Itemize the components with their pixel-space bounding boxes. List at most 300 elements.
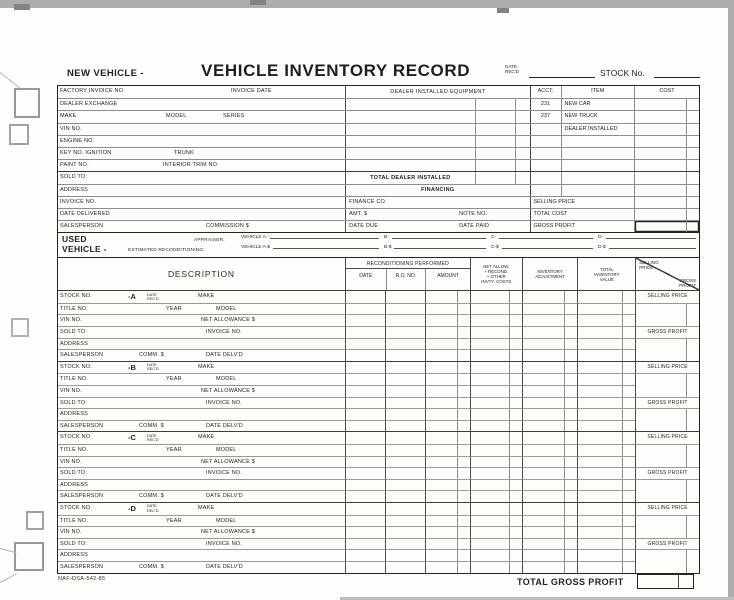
field-label-salesperson: SALESPERSON: [60, 493, 104, 500]
field-label-salesperson: SALESPERSON: [60, 422, 104, 429]
amount-cell: [425, 490, 470, 502]
financing-header: FINANCING: [421, 187, 455, 193]
cents-divider: [457, 291, 458, 303]
cents-divider: [457, 503, 458, 515]
reconditioning-subheaders: [346, 269, 470, 291]
cents-divider: [457, 550, 458, 561]
total-inventory-value-cell: [577, 291, 635, 303]
gross-profit-header-label: [679, 278, 696, 288]
gross-profit-value-cell: [635, 561, 699, 573]
table-row: [58, 385, 699, 397]
inventory-adjustment-cell: [522, 420, 578, 432]
cents-divider: [457, 480, 458, 491]
appraiser-field-b: [384, 235, 486, 240]
selling-price-value-cell: [635, 303, 699, 315]
header-line: + OTHER: [486, 274, 506, 280]
table-row: [58, 110, 699, 122]
cents-divider: [564, 327, 565, 338]
total-dealer-installed-label: TOTAL DEALER INSTALLED: [370, 174, 451, 181]
row-mid: [345, 185, 529, 196]
field-label-vin-no: VIN NO.: [60, 125, 82, 132]
field-label-sold-to: SOLD TO:: [60, 329, 88, 336]
inventory-adjustment-cell: [522, 490, 578, 502]
cents-divider: [686, 561, 687, 573]
total-inventory-value-cell: [577, 549, 635, 561]
ro-no-cell: [385, 538, 425, 550]
description-cell: [58, 338, 345, 350]
gross-profit-label: GROSS PROFIT: [533, 223, 576, 230]
cents-divider: [686, 480, 687, 491]
equipment-header: DEALER INSTALLED EQUIPMENT: [390, 88, 486, 95]
amount-cell: [425, 408, 470, 420]
acct-header: ACCT.: [537, 88, 554, 94]
field-label-model: MODEL: [216, 376, 237, 383]
cents-divider: [457, 491, 458, 502]
appraiser-field-a: [241, 235, 379, 240]
ro-no-cell: [385, 385, 425, 397]
ro-no-cell: [385, 561, 425, 573]
reconditioning-header-group: [345, 258, 470, 290]
cents-divider: [686, 304, 687, 315]
table-row: [58, 326, 699, 338]
amount-cell: [425, 362, 470, 374]
item-value: [561, 136, 634, 147]
cents-divider: [509, 386, 510, 397]
gross-profit-value-cell: [635, 408, 699, 420]
used-vehicle-table: [57, 257, 700, 573]
gross-profit-value-cell: [635, 420, 699, 432]
row-right: [530, 185, 699, 196]
vehicle-section: [58, 431, 699, 502]
cents-divider: [564, 562, 565, 573]
section-letter: -C: [128, 433, 136, 443]
cents-divider: [622, 398, 623, 409]
cents-divider: [686, 160, 687, 171]
header-line: INVENTORY: [537, 269, 563, 275]
total-inventory-value-cell: [577, 362, 635, 374]
cents-divider: [686, 456, 687, 468]
date-cell: [345, 385, 385, 397]
field-label-make: MAKE: [198, 504, 215, 511]
total-inventory-value-cell: [577, 432, 635, 444]
cents-divider: [457, 339, 458, 350]
new-vehicle-table: [57, 85, 700, 233]
total-inventory-value-cell: [577, 408, 635, 420]
row-right: [530, 160, 699, 171]
scan-smudge: [497, 8, 509, 13]
field-label-vin-no: VIN NO.: [60, 388, 82, 394]
acct-value: [531, 148, 561, 159]
cents-divider: [509, 516, 510, 527]
ro-no-cell: [385, 444, 425, 456]
selling-price-label: SELLING PRICE: [533, 198, 576, 205]
cents-divider: [457, 398, 458, 409]
inventory-adjustment-cell: [522, 326, 578, 338]
field-label-title-no: TITLE NO.: [60, 517, 89, 524]
net-allow-column-header: [470, 258, 522, 290]
punch-mark: [9, 124, 29, 145]
amount-cell: [425, 385, 470, 397]
field-label-sold-to: SOLD TO:: [60, 540, 88, 547]
selling-price-gross-profit-header: [635, 258, 699, 290]
net-allow-cell: [470, 515, 522, 527]
vehicle-inventory-form: [57, 60, 700, 574]
cents-divider: [686, 136, 687, 147]
amount-cell: [425, 338, 470, 350]
item-value: [561, 172, 634, 183]
table-row: [58, 456, 699, 468]
row-right: [530, 136, 699, 147]
field-label: D-: [598, 235, 604, 241]
amount-cell: [425, 303, 470, 315]
ro-no-cell: [385, 303, 425, 315]
cents-divider: [622, 339, 623, 350]
cents-divider: [457, 386, 458, 397]
amount-cell: [425, 503, 470, 515]
cents-divider: [686, 490, 687, 502]
net-allow-cell: [470, 561, 522, 573]
table-row: [58, 291, 699, 303]
row-left: [58, 197, 345, 208]
total-inventory-value-cell: [577, 397, 635, 409]
description-cell: [58, 314, 345, 326]
net-allow-cell: [470, 338, 522, 350]
header-line: PROFIT: [679, 283, 696, 289]
cents-divider: [509, 527, 510, 538]
cents-divider: [509, 480, 510, 491]
selling-price-value-cell: [635, 373, 699, 385]
cents-divider: [622, 503, 623, 515]
cents-divider: [622, 457, 623, 468]
selling-price-value-cell: [635, 314, 699, 326]
cents-divider: [564, 409, 565, 420]
equipment-amount-cell: [475, 124, 515, 135]
amount-cell: [425, 467, 470, 479]
field-label-invoice-no: INVOICE NO.: [206, 540, 243, 547]
total-inventory-value-cell: [577, 526, 635, 538]
table-row: [58, 196, 699, 208]
acct-value: [531, 136, 561, 147]
cents-divider: [509, 362, 510, 374]
cents-divider: [622, 491, 623, 502]
row-left: [58, 99, 345, 110]
field-label-finance-co: FINANCE CO.: [349, 198, 387, 205]
equipment-amount-cell: [475, 172, 515, 183]
cents-divider: [509, 432, 510, 444]
description-cell: [58, 362, 345, 374]
cents-divider: [622, 480, 623, 491]
field-label-year: YEAR: [166, 446, 182, 453]
field-label-sold-to: SOLD TO:: [60, 174, 88, 181]
amount-cell: [425, 373, 470, 385]
cents-divider: [686, 374, 687, 385]
scan-edge-top: [0, 0, 734, 8]
amount-cell: [425, 444, 470, 456]
stock-no-label: STOCK No.: [600, 68, 645, 78]
cents-divider: [509, 421, 510, 432]
field-label: D-$: [598, 245, 606, 251]
row-mid: [345, 99, 529, 110]
row-mid: [345, 221, 529, 232]
cents-divider: [686, 124, 687, 135]
amount-cell: [425, 420, 470, 432]
cents-cell: [515, 148, 530, 159]
cents-divider: [686, 349, 687, 361]
row-left: [58, 221, 345, 232]
row-right: [530, 172, 699, 183]
cents-divider: [622, 327, 623, 338]
cents-divider: [564, 432, 565, 444]
header-line: INVENTORY: [594, 271, 620, 277]
field-label-model: MODEL: [216, 446, 237, 453]
selling-price-cell: [634, 197, 699, 208]
cents-divider: [622, 374, 623, 385]
cents-divider: [564, 503, 565, 515]
inventory-adjustment-cell: [522, 385, 578, 397]
table-row: [58, 147, 699, 159]
cents-cell: [515, 172, 530, 183]
total-gross-profit-label: TOTAL GROSS PROFIT: [517, 577, 624, 587]
date-cell: [345, 538, 385, 550]
new-vehicle-section-label: NEW VEHICLE -: [67, 68, 144, 79]
date-cell: [345, 490, 385, 502]
field-label-stock-no: STOCK NO.: [60, 363, 92, 370]
cents-divider: [564, 491, 565, 502]
field-label-date-recd: DATE REC'D: [147, 504, 159, 513]
cents-divider: [457, 445, 458, 456]
cents-divider: [564, 398, 565, 409]
cents-divider: [686, 516, 687, 527]
table-row: [58, 135, 699, 147]
row-mid: [345, 111, 529, 122]
ro-no-cell: [385, 432, 425, 444]
date-cell: [345, 291, 385, 303]
amount-cell: [425, 314, 470, 326]
gross-profit-value-cell: [635, 349, 699, 361]
fill-line: [273, 247, 379, 249]
cents-divider: [622, 562, 623, 573]
field-label-make: MAKE: [198, 434, 215, 441]
total-inventory-value-cell: [577, 490, 635, 502]
cents-divider: [457, 457, 458, 468]
table-row: [58, 373, 699, 385]
field-label-net-allowance: NET ALLOWANCE $: [201, 458, 256, 465]
acct-value: 231: [540, 101, 551, 108]
inventory-adjustment-cell: [522, 503, 578, 515]
field-label-invoice-date: INVOICE DATE: [231, 88, 272, 94]
selling-price-value-cell: [635, 456, 699, 468]
form-title: VEHICLE INVENTORY RECORD: [201, 61, 471, 80]
recond-field-d: [598, 245, 696, 250]
inventory-adjustment-cell: [522, 479, 578, 491]
header-line: INVTY. COSTS: [481, 279, 512, 285]
net-allow-cell: [470, 538, 522, 550]
cents-divider: [686, 197, 687, 208]
total-gross-profit-box: [637, 574, 694, 589]
inventory-adjustment-cell: [522, 444, 578, 456]
field-label-salesperson: SALESPERSON: [60, 352, 104, 359]
equipment-amount-cell: [475, 111, 515, 122]
table-row: [58, 549, 699, 561]
date-cell: [345, 362, 385, 374]
total-inventory-value-cell: [577, 303, 635, 315]
ro-no-cell: [385, 456, 425, 468]
selling-price-row-label: SELLING PRICE: [635, 503, 699, 515]
description-cell: [58, 549, 345, 561]
description-cell: [58, 291, 345, 303]
cents-divider: [686, 111, 687, 122]
recond-field-a: [241, 245, 379, 250]
fill-line: [392, 237, 486, 239]
date-cell: [345, 408, 385, 420]
description-cell: [58, 456, 345, 468]
item-header: ITEM: [561, 86, 634, 98]
field-label-vin-no: VIN NO.: [60, 317, 82, 324]
net-allow-cell: [470, 314, 522, 326]
field-label-sold-to: SOLD TO:: [60, 399, 88, 406]
field-label-title-no: TITLE NO.: [60, 376, 89, 383]
cents-divider: [564, 362, 565, 374]
vehicle-sections: [58, 290, 699, 572]
total-inventory-value-cell: [577, 420, 635, 432]
vehicle-section: [58, 361, 699, 432]
cents-divider: [457, 539, 458, 550]
date-cell: [345, 349, 385, 361]
description-cell: [58, 490, 345, 502]
cents-divider: [622, 539, 623, 550]
description-cell: [58, 561, 345, 573]
row-left: [58, 160, 345, 171]
equipment-blank-cell: [346, 99, 474, 110]
cents-divider: [457, 362, 458, 374]
ro-no-cell: [385, 526, 425, 538]
equipment-amount-cell: [475, 136, 515, 147]
ro-no-cell: [385, 362, 425, 374]
header-line: SELLING: [639, 260, 659, 266]
acct-value: [531, 172, 561, 183]
header-line: PRICE: [639, 265, 654, 271]
cents-divider: [457, 527, 458, 538]
cents-divider: [509, 468, 510, 479]
cents-divider: [622, 421, 623, 432]
fill-line: [609, 247, 696, 249]
row-right: [530, 124, 699, 135]
cents-divider: [622, 386, 623, 397]
inventory-adjustment-cell: [522, 549, 578, 561]
row-left: [58, 86, 345, 98]
item-value: DEALER INSTALLED: [561, 124, 634, 135]
field-label-net-allowance: NET ALLOWANCE $: [201, 529, 256, 536]
inventory-adjustment-cell: [522, 432, 578, 444]
cents-divider: [564, 315, 565, 326]
field-label-model: MODEL: [166, 113, 187, 120]
row-left: [58, 209, 345, 220]
gross-profit-value-cell: [635, 490, 699, 502]
net-allow-cell: [470, 385, 522, 397]
field-label-date-delvd: DATE DELV'D: [206, 422, 243, 429]
field-label-amt: AMT. $: [349, 210, 368, 217]
cents-cell: [515, 136, 530, 147]
cents-divider: [622, 468, 623, 479]
inventory-adjustment-column-header: [522, 258, 578, 290]
date-cell: [345, 515, 385, 527]
field-label-title-no: TITLE NO.: [60, 305, 89, 312]
ro-no-cell: [385, 479, 425, 491]
cents-divider: [564, 468, 565, 479]
row-mid: [345, 148, 529, 159]
date-cell: [345, 526, 385, 538]
cents-divider: [564, 386, 565, 397]
recond-field-c: [491, 245, 593, 250]
field-label-vin-no: VIN NO.: [60, 529, 82, 536]
cents-divider: [622, 304, 623, 315]
cents-divider: [564, 304, 565, 315]
cents-divider: [457, 432, 458, 444]
selling-price-row-label: SELLING PRICE: [635, 291, 699, 303]
field-label-address: ADDRESS: [60, 552, 88, 559]
field-label: B-: [384, 235, 389, 241]
row-mid: [345, 86, 529, 98]
vehicle-section: [58, 290, 699, 361]
table-row: [58, 561, 699, 573]
used-label-line2: VEHICLE -: [62, 243, 107, 254]
cents-divider: [509, 539, 510, 550]
field-label-salesperson: SALESPERSON: [60, 223, 104, 230]
row-mid: [345, 136, 529, 147]
reconditioning-performed-header: RECONDITIONING PERFORMED: [346, 258, 470, 269]
ro-no-cell: [385, 373, 425, 385]
gross-profit-row-label: GROSS PROFIT: [635, 397, 699, 409]
cents-divider: [686, 172, 687, 183]
amount-cell: [425, 549, 470, 561]
field-label-dealer-exchange: DEALER EXCHANGE: [60, 101, 118, 108]
date-cell: [345, 373, 385, 385]
cents-divider: [509, 550, 510, 561]
total-inventory-value-cell: [577, 338, 635, 350]
table-row: [58, 408, 699, 420]
item-value: NEW CAR: [561, 99, 634, 110]
row-mid: [345, 197, 529, 208]
selling-price-value-cell: [635, 526, 699, 538]
cents-divider: [622, 362, 623, 374]
net-allow-cell: [470, 490, 522, 502]
field-label: VEHICLE A-: [241, 235, 268, 241]
cents-divider: [509, 350, 510, 361]
row-mid: [345, 209, 529, 220]
table-row: [58, 208, 699, 220]
selling-price-value-cell: [635, 385, 699, 397]
cents-divider: [686, 99, 687, 110]
table-row: [58, 490, 699, 502]
table-row: [58, 171, 699, 183]
used-table-header: [58, 258, 699, 290]
inventory-adjustment-cell: [522, 467, 578, 479]
equipment-blank-cell: [346, 136, 474, 147]
table-row: [58, 479, 699, 491]
field-label-date-delvd: DATE DELV'D: [206, 352, 243, 359]
ro-no-cell: [385, 503, 425, 515]
fill-line: [270, 237, 379, 239]
header-line: TOTAL: [599, 266, 614, 272]
cents-divider: [564, 350, 565, 361]
inventory-adjustment-cell: [522, 291, 578, 303]
vehicle-section: [58, 502, 699, 573]
ro-no-cell: [385, 326, 425, 338]
field-label-paint-no: PAINT NO.: [60, 162, 89, 169]
ro-no-cell: [385, 291, 425, 303]
item-value: NEW TRUCK: [561, 111, 634, 122]
header-line: GROSS: [679, 278, 696, 284]
